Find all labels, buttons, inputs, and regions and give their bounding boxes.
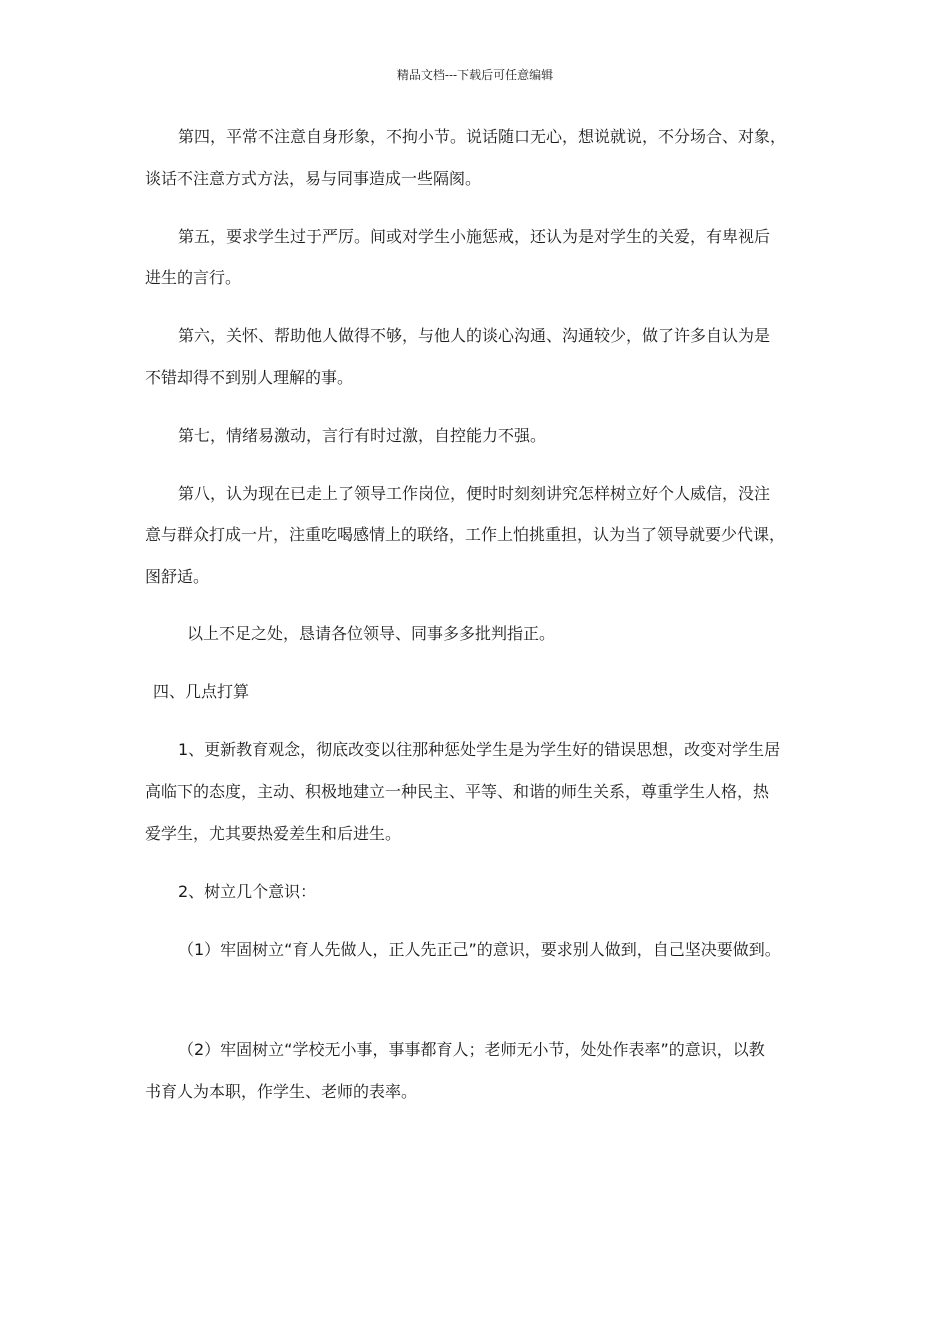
paragraph-4-line-2: 谈话不注意方式方法，易与同事造成一些隔阂。 xyxy=(145,169,482,188)
paragraph-8-line-3: 图舒适。 xyxy=(145,567,210,586)
paragraph-6-line-1: 第六，关怀、帮助他人做得不够，与他人的谈心沟通、沟通较少，做了许多自认为是 xyxy=(178,326,771,345)
subitem-2-line-1: （2）牢固树立“学校无小事，事事都育人；老师无小节，处处作表率”的意识，以教 xyxy=(178,1040,765,1059)
paragraph-7-line-1: 第七，情绪易激动，言行有时过激，自控能力不强。 xyxy=(178,426,547,445)
paragraph-8-line-2: 意与群众打成一片，注重吃喝感情上的联络，工作上怕挑重担，认为当了领导就要少代课， xyxy=(145,525,786,544)
item-1-line-2: 高临下的态度，主动、积极地建立一种民主、平等、和谐的师生关系，尊重学生人格，热 xyxy=(145,782,770,801)
subitem-1-line-1: （1）牢固树立“育人先做人，正人先正己”的意识，要求别人做到，自己坚决要做到。 xyxy=(178,940,781,959)
section-heading: 四、几点打算 xyxy=(153,682,250,701)
paragraph-5-line-1: 第五，要求学生过于严厉。间或对学生小施惩戒，还认为是对学生的关爱，有卑视后 xyxy=(178,227,771,246)
paragraph-4-line-1: 第四，平常不注意自身形象，不拘小节。说话随口无心，想说就说，不分场合、对象， xyxy=(178,127,787,146)
item-2-line-1: 2、树立几个意识： xyxy=(178,882,317,901)
closing-remark: 以上不足之处，恳请各位领导、同事多多批判指正。 xyxy=(187,624,556,643)
item-1-line-1: 1、更新教育观念，彻底改变以往那种惩处学生是为学生好的错误思想，改变对学生居 xyxy=(178,740,781,759)
paragraph-5-line-2: 进生的言行。 xyxy=(145,268,242,287)
paragraph-6-line-2: 不错却得不到别人理解的事。 xyxy=(145,368,354,387)
page-header: 精品文档---下载后可任意编辑 xyxy=(396,68,554,82)
paragraph-8-line-1: 第八，认为现在已走上了领导工作岗位，便时时刻刻讲究怎样树立好个人威信，没注 xyxy=(178,484,771,503)
subitem-2-line-2: 书育人为本职，作学生、老师的表率。 xyxy=(145,1082,418,1101)
item-1-line-3: 爱学生，尤其要热爱差生和后进生。 xyxy=(145,824,402,843)
